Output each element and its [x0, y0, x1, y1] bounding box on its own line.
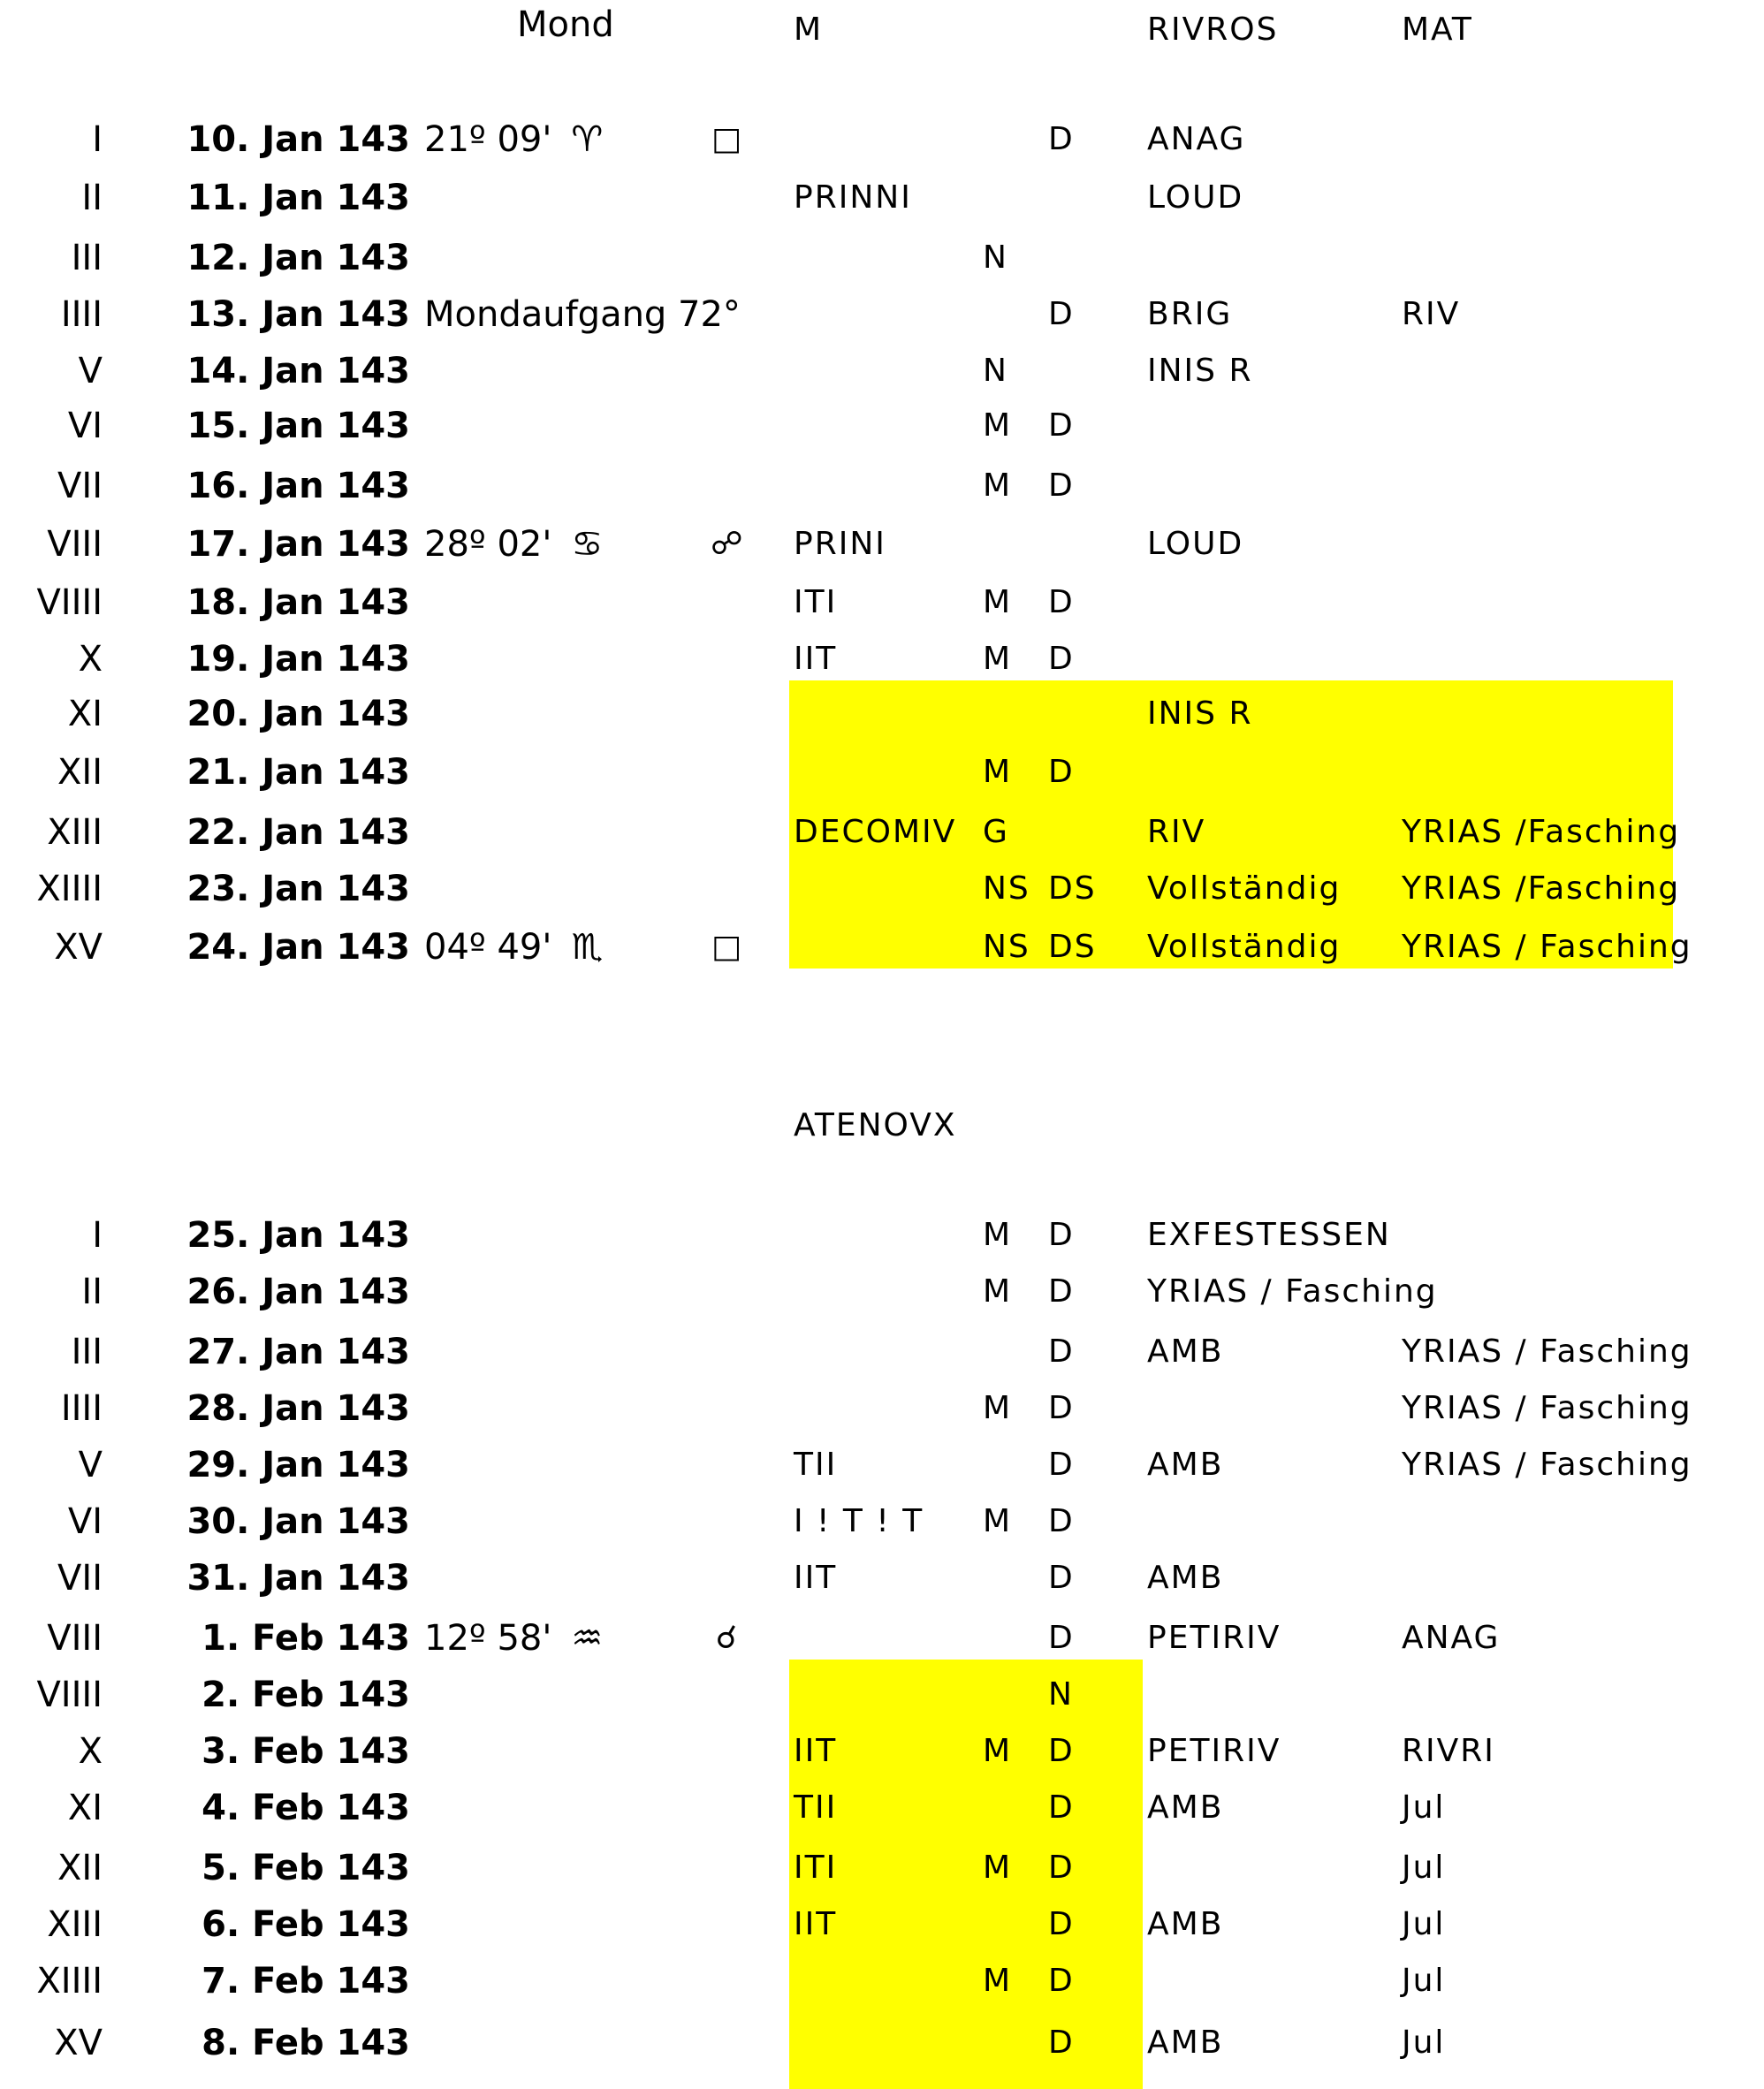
- row-roman-numeral: VII: [57, 1558, 103, 1599]
- row-date: 8. Feb 143: [201, 2023, 410, 2063]
- row-rivros-value: AMB: [1147, 1560, 1224, 1596]
- table-row: [0, 804, 1764, 861]
- zodiac-sign-icon: ♋: [571, 524, 604, 565]
- row-d-value: D: [1048, 1789, 1075, 1826]
- row-roman-numeral: XV: [54, 927, 103, 968]
- table-row: [0, 1723, 1764, 1780]
- row-date: 20. Jan 143: [186, 694, 410, 734]
- table-row: [0, 574, 1764, 631]
- row-mat-value: RIV: [1402, 296, 1461, 332]
- row-mat-value: Jul: [1402, 1789, 1446, 1826]
- row-m-value: IIT: [794, 1906, 838, 1942]
- row-date: 30. Jan 143: [186, 1501, 410, 1542]
- row-rivros-value: INIS R: [1147, 695, 1253, 732]
- row-moon-position: [424, 1610, 603, 1667]
- row-rivros-value: Vollständig: [1147, 929, 1342, 965]
- row-date: 18. Jan 143: [186, 582, 410, 623]
- row-n-value: M: [983, 407, 1013, 444]
- row-roman-numeral: XIII: [47, 812, 103, 853]
- row-date: 16. Jan 143: [186, 466, 410, 506]
- row-roman-numeral: VI: [67, 1501, 103, 1542]
- row-rivros-value: AMB: [1147, 1447, 1224, 1483]
- row-d-value: D: [1048, 1217, 1075, 1253]
- row-d-value: D: [1048, 1447, 1075, 1483]
- table-row: [0, 1667, 1764, 1723]
- row-rivros-value: Vollständig: [1147, 870, 1342, 907]
- row-m-value: PRINNI: [794, 179, 912, 216]
- row-n-value: M: [983, 584, 1013, 620]
- row-d-value: D: [1048, 1273, 1075, 1310]
- row-roman-numeral: XV: [54, 2023, 103, 2063]
- row-moon-position: [424, 919, 603, 976]
- row-aspect-icon: □: [711, 929, 741, 965]
- row-d-value: DS: [1048, 929, 1097, 965]
- row-roman-numeral: II: [81, 178, 103, 218]
- row-n-value: NS: [983, 929, 1030, 965]
- table-row: [0, 1896, 1764, 1953]
- row-roman-numeral: I: [92, 119, 103, 160]
- row-rivros-value: AMB: [1147, 2024, 1224, 2061]
- row-rivros-value: YRIAS / Fasching: [1147, 1273, 1438, 1310]
- table-row: [0, 1264, 1764, 1320]
- table-row: [0, 744, 1764, 801]
- row-n-value: NS: [983, 870, 1030, 907]
- row-moon-degree: 12º 58': [424, 1618, 552, 1659]
- row-aspect-icon: □: [711, 121, 741, 157]
- row-n-value: G: [983, 814, 1009, 850]
- row-moon-degree: 04º 49': [424, 927, 552, 968]
- table-row: [0, 1493, 1764, 1550]
- zodiac-sign-icon: ♏: [571, 927, 604, 968]
- row-roman-numeral: XI: [67, 694, 103, 734]
- table-row: [0, 398, 1764, 454]
- row-m-value: TII: [794, 1789, 838, 1826]
- row-roman-numeral: VIIII: [36, 582, 103, 623]
- row-date: 10. Jan 143: [186, 119, 410, 160]
- table-row: [0, 1324, 1764, 1380]
- row-n-value: M: [983, 754, 1013, 790]
- row-roman-numeral: VI: [67, 406, 103, 446]
- row-date: 19. Jan 143: [186, 639, 410, 680]
- row-d-value: D: [1048, 1333, 1075, 1370]
- row-rivros-value: PETIRIV: [1147, 1620, 1281, 1656]
- row-n-value: M: [983, 1217, 1013, 1253]
- row-roman-numeral: V: [78, 1445, 103, 1485]
- row-roman-numeral: VII: [57, 466, 103, 506]
- table-row: [0, 230, 1764, 286]
- table-row: [0, 2015, 1764, 2071]
- row-mat-value: Jul: [1402, 1963, 1446, 1999]
- row-n-value: N: [983, 239, 1008, 276]
- row-rivros-value: BRIG: [1147, 296, 1233, 332]
- row-rivros-value: EXFESTESSEN: [1147, 1217, 1391, 1253]
- row-n-value: M: [983, 1733, 1013, 1769]
- table-row: [0, 1953, 1764, 2009]
- row-date: 12. Jan 143: [186, 238, 410, 278]
- row-date: 24. Jan 143: [186, 927, 410, 968]
- table-row: [0, 1437, 1764, 1493]
- row-date: 5. Feb 143: [201, 1848, 410, 1888]
- row-d-value: D: [1048, 1850, 1075, 1886]
- table-row: [0, 1840, 1764, 1896]
- row-date: 3. Feb 143: [201, 1731, 410, 1772]
- row-roman-numeral: V: [78, 351, 103, 391]
- row-roman-numeral: IIII: [60, 294, 103, 335]
- row-date: 28. Jan 143: [186, 1388, 410, 1429]
- table-row: [0, 1380, 1764, 1437]
- row-roman-numeral: X: [78, 1731, 103, 1772]
- row-m-value: IIT: [794, 641, 838, 677]
- header-mond: Mond: [517, 4, 614, 45]
- row-m-value: DECOMIV: [794, 814, 957, 850]
- row-m-value: ITI: [794, 1850, 838, 1886]
- row-date: 17. Jan 143: [186, 524, 410, 565]
- row-roman-numeral: XII: [57, 1848, 103, 1888]
- row-roman-numeral: X: [78, 639, 103, 680]
- row-d-value: D: [1048, 296, 1075, 332]
- row-mat-value: YRIAS / Fasching: [1402, 1447, 1692, 1483]
- row-date: 21. Jan 143: [186, 752, 410, 793]
- table-row: [0, 458, 1764, 514]
- row-mat-value: Jul: [1402, 1906, 1446, 1942]
- row-d-value: D: [1048, 584, 1075, 620]
- row-roman-numeral: VIII: [47, 1618, 103, 1659]
- row-date: 1. Feb 143: [201, 1618, 410, 1659]
- table-row: [0, 686, 1764, 742]
- row-rivros-value: AMB: [1147, 1789, 1224, 1826]
- row-date: 11. Jan 143: [186, 178, 410, 218]
- row-date: 26. Jan 143: [186, 1272, 410, 1312]
- row-rivros-value: AMB: [1147, 1333, 1224, 1370]
- row-m-value: IIT: [794, 1560, 838, 1596]
- table-row: [0, 111, 1764, 168]
- row-d-value: D: [1048, 1390, 1075, 1426]
- row-date: 22. Jan 143: [186, 812, 410, 853]
- table-row: [0, 1550, 1764, 1607]
- row-d-value: D: [1048, 407, 1075, 444]
- row-m-value: IIT: [794, 1733, 838, 1769]
- row-rivros-value: ANAG: [1147, 121, 1246, 157]
- zodiac-sign-icon: ♈: [571, 119, 604, 160]
- row-rivros-value: LOUD: [1147, 526, 1244, 562]
- table-row: [0, 286, 1764, 343]
- row-d-value: D: [1048, 1560, 1075, 1596]
- row-date: 29. Jan 143: [186, 1445, 410, 1485]
- row-d-value: D: [1048, 1906, 1075, 1942]
- row-roman-numeral: XIIII: [36, 1961, 103, 2002]
- row-mat-value: ANAG: [1402, 1620, 1501, 1656]
- row-n-value: M: [983, 1503, 1013, 1539]
- zodiac-sign-icon: ♒: [571, 1618, 604, 1659]
- row-n-value: M: [983, 1850, 1013, 1886]
- row-date: 7. Feb 143: [201, 1961, 410, 2002]
- row-moon-position: [424, 111, 603, 168]
- table-row: [0, 1207, 1764, 1264]
- row-roman-numeral: II: [81, 1272, 103, 1312]
- header-mat: MAT: [1402, 11, 1473, 48]
- row-rivros-value: LOUD: [1147, 179, 1244, 216]
- row-date: 25. Jan 143: [186, 1215, 410, 1256]
- row-n-value: M: [983, 1273, 1013, 1310]
- row-rivros-value: AMB: [1147, 1906, 1224, 1942]
- row-d-value: D: [1048, 1620, 1075, 1656]
- row-d-value: D: [1048, 1503, 1075, 1539]
- row-mat-value: YRIAS / Fasching: [1402, 1390, 1692, 1426]
- row-n-value: N: [983, 353, 1008, 389]
- row-mat-value: Jul: [1402, 2024, 1446, 2061]
- row-mat-value: Jul: [1402, 1850, 1446, 1886]
- row-roman-numeral: I: [92, 1215, 103, 1256]
- table-row: [0, 343, 1764, 399]
- row-mat-value: YRIAS / Fasching: [1402, 1333, 1692, 1370]
- row-mat-value: YRIAS / Fasching: [1402, 929, 1692, 965]
- row-date: 23. Jan 143: [186, 869, 410, 909]
- row-d-value: D: [1048, 1733, 1075, 1769]
- row-d-value: D: [1048, 2024, 1075, 2061]
- row-m-value: I ! T ! T: [794, 1503, 924, 1539]
- row-date: 31. Jan 143: [186, 1558, 410, 1599]
- row-roman-numeral: XIIII: [36, 869, 103, 909]
- row-roman-numeral: III: [71, 1332, 103, 1372]
- row-n-value: M: [983, 1390, 1013, 1426]
- row-m-value: PRINI: [794, 526, 886, 562]
- table-row: [0, 1780, 1764, 1836]
- row-d-value: D: [1048, 467, 1075, 504]
- header-rivros: RIVROS: [1147, 11, 1279, 48]
- row-roman-numeral: XII: [57, 752, 103, 793]
- row-rivros-value: INIS R: [1147, 353, 1253, 389]
- row-n-value: M: [983, 467, 1013, 504]
- row-roman-numeral: XIII: [47, 1904, 103, 1945]
- row-date: 4. Feb 143: [201, 1788, 410, 1828]
- table-row: [0, 919, 1764, 976]
- row-rivros-value: PETIRIV: [1147, 1733, 1281, 1769]
- row-moon-degree: 21º 09': [424, 119, 552, 160]
- row-date: 2. Feb 143: [201, 1675, 410, 1715]
- row-n-value: M: [983, 1963, 1013, 1999]
- row-aspect-icon: ☍: [711, 526, 743, 562]
- row-d-value: D: [1048, 641, 1075, 677]
- row-aspect-icon: ☌: [715, 1620, 738, 1656]
- row-roman-numeral: VIIII: [36, 1675, 103, 1715]
- row-date: 15. Jan 143: [186, 406, 410, 446]
- row-d-value: DS: [1048, 870, 1097, 907]
- row-moon-degree: 28º 02': [424, 524, 552, 565]
- row-d-value: N: [1048, 1676, 1074, 1713]
- row-n-value: M: [983, 641, 1013, 677]
- row-roman-numeral: VIII: [47, 524, 103, 565]
- row-d-value: D: [1048, 1963, 1075, 1999]
- row-moon-position: [424, 516, 603, 573]
- table-row: [0, 1610, 1764, 1667]
- table-row: [0, 861, 1764, 917]
- row-roman-numeral: XI: [67, 1788, 103, 1828]
- row-roman-numeral: IIII: [60, 1388, 103, 1429]
- section-title-atenovx: ATENOVX: [794, 1107, 957, 1143]
- row-m-value: TII: [794, 1447, 838, 1483]
- table-row: [0, 170, 1764, 226]
- row-date: 13. Jan 143: [186, 294, 410, 335]
- table-row: [0, 516, 1764, 573]
- row-date: 27. Jan 143: [186, 1332, 410, 1372]
- row-date: 14. Jan 143: [186, 351, 410, 391]
- row-d-value: D: [1048, 121, 1075, 157]
- table-row: [0, 631, 1764, 687]
- header-m: M: [794, 11, 824, 48]
- row-m-value: ITI: [794, 584, 838, 620]
- row-rivros-value: RIV: [1147, 814, 1206, 850]
- row-roman-numeral: III: [71, 238, 103, 278]
- row-moon-position: Mondaufgang 72°: [424, 294, 741, 335]
- row-mat-value: YRIAS /Fasching: [1402, 814, 1681, 850]
- row-mat-value: RIVRI: [1402, 1733, 1495, 1769]
- row-date: 6. Feb 143: [201, 1904, 410, 1945]
- row-d-value: D: [1048, 754, 1075, 790]
- row-mat-value: YRIAS /Fasching: [1402, 870, 1681, 907]
